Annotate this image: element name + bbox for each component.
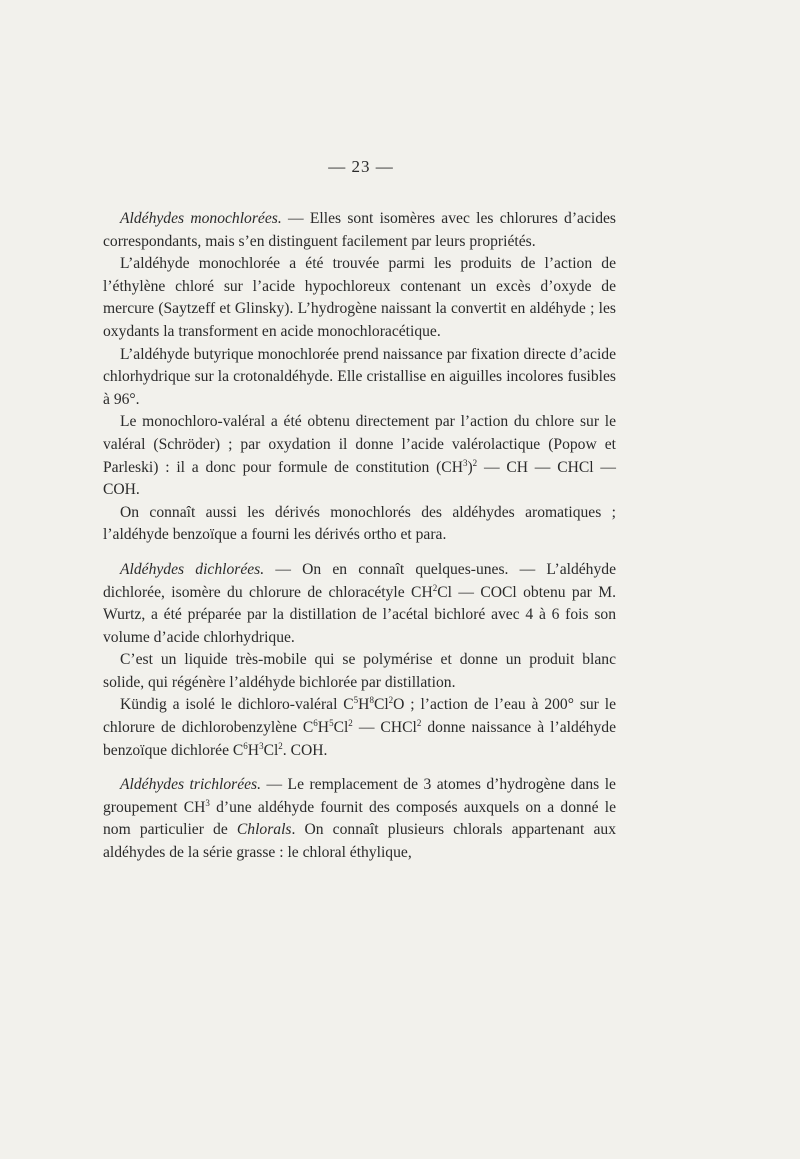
paragraph: Kündig a isolé le dichloro-valéral $C^5H^8Cl^2O$ ; l’action de l’eau à 200° sur le chlorure de dichlorobenzylène $C^6H^5Cl^2$ — CHCl$^2$ donne naissance à l’aldéhyde benzoïque dichlorée $C^6H^3Cl^2$. COH.	[103, 695, 616, 759]
paragraph: On connaît aussi les dérivés monochlorés des aldéhydes aromatiques ; l’aldéhyde benzoïque a fourni les dérivés ortho et para.	[103, 503, 616, 544]
body-text	[103, 208, 616, 865]
section-heading: Aldéhydes monochlorées.	[120, 210, 282, 227]
paragraph-aldehydes-trichlorees: Aldéhydes trichlorées. — Le remplacement de 3 atomes d’hydrogène dans le groupement $CH^3$ d’une aldéhyde fournit des composés auxquels on a donné le nom particulier de Chlorals. On connaît plusieurs chlorals appartenant aux aldéhydes de la série grasse : le chloral éthylique,	[103, 776, 616, 862]
chlorals-term: Chlorals	[236, 821, 292, 839]
paragraph-aldehydes-dichlorees: Aldéhydes dichlorées. — On en connaît quelques-unes. — L’aldéhyde dichlorée, isomère du chlorure de chloracétyle $CH^2Cl$ — COCl obtenu par M. Wurtz, a été préparée par la distillation de l’acétal bichloré avec 4 à 6 fois son volume d’acide chlorhydrique.	[103, 560, 616, 646]
section-heading: Aldéhydes dichlorées.	[120, 560, 265, 578]
section-heading: Aldéhydes trichlorées.	[120, 776, 262, 794]
paragraph: L’aldéhyde monochlorée a été trouvée parmi les produits de l’action de l’éthylène chloré sur l’acide hypochloreux contenant un excès d’oxyde de mercure (Saytzeff et Glinsky). L’hydrogène naissant la convertit en aldéhyde ; les oxydants la transforment en acide monochloracétique.	[103, 255, 616, 340]
paragraph: L’aldéhyde butyrique monochlorée prend naissance par fixation directe d’acide chlorhydrique sur la crotonaldéhyde. Elle cristallise en aiguilles incolores fusibles à 96°.	[103, 345, 616, 408]
paragraph-aldehydes-monochlorees: Aldéhydes monochlorées. — Elles sont isomères avec les chlorures d’acides correspondants, mais s’en distinguent facilement par leurs propriétés.	[103, 210, 616, 250]
paragraph: Le monochloro-valéral a été obtenu directement par l’action du chlore sur le valéral (Schröder) ; par oxydation il donne l’acide valérolactique (Popow et Parleski) : il a donc pour formule de constitution $(CH^3)^2$ — CH — CHCl — COH.	[103, 413, 616, 499]
page-number: — 23 —	[328, 157, 394, 176]
paragraph: C’est un liquide très-mobile qui se polymérise et donne un produit blanc solide, qui régénère l’aldéhyde bichlorée par distillation.	[103, 651, 616, 691]
